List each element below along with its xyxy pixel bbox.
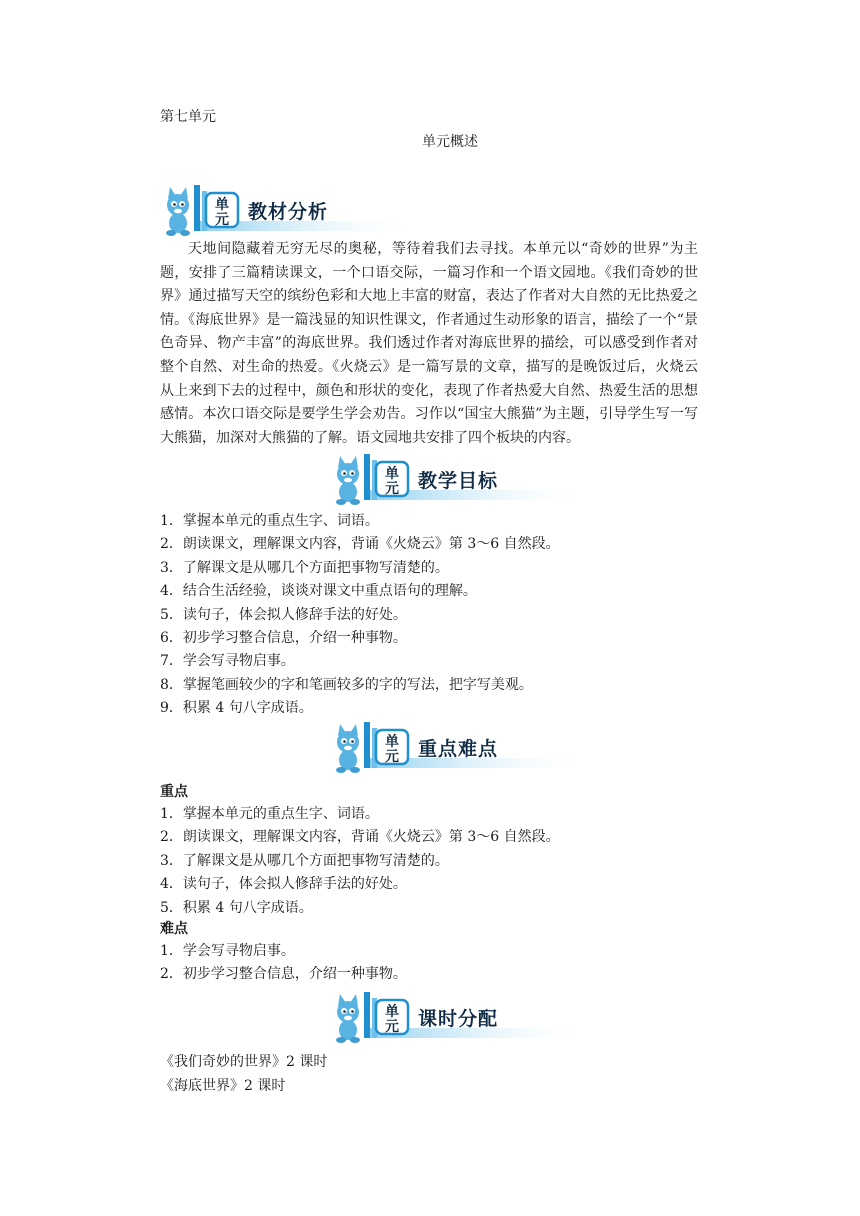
section-banner-keypoints	[330, 720, 590, 776]
key-label: 重点	[160, 784, 188, 800]
list-item: 8．掌握笔画较少的字和笔画较多的字的写法，把字写美观。	[160, 676, 533, 693]
section-title: 课时分配	[418, 1008, 499, 1030]
svg-text:单: 单	[385, 1004, 399, 1020]
key-list	[160, 803, 560, 920]
analysis-paragraph: 天地间隐藏着无穷无尽的奥秘，等待着我们去寻找。本单元以“奇妙的世界”为主题，安排了三篇精读课文，一个口语交际，一篇习作和一个语文园地。《我们奇妙的世界》通过描写天空的缤纷色彩和大地上丰富的财富，表达了作者对大自然的无比热爱之情。《海底世界》是一篇浅显的知识性课文，作者通过生动形象的语言，描绘了一个“景色奇异、物产丰富”的海底世界。我们透过作者对海底世界的描绘，可以感受到作者对整个自然、对生命的热爱。《火烧云》是一篇写景的文章，描写的是晚饭过后，火烧云从上来到下去的过程中，颜色和形状的变化，表现了作者热爱大自然、热爱生活的思想感情。本次口语交际是要学生学会劝告。习作以“国宝大熊猫”为主题，引导学生写一写大熊猫，加深对大熊猫的了解。语文园地共安排了四个板块的内容。	[160, 241, 698, 446]
unit-label: 第七单元	[160, 109, 216, 125]
goals-list	[160, 510, 560, 721]
svg-text:元: 元	[385, 749, 399, 765]
list-item: 6．初步学习整合信息，介绍一种事物。	[160, 630, 407, 647]
list-item: 2．朗读课文，理解课文内容，背诵《火烧云》第 3～6 自然段。	[160, 829, 560, 846]
list-item: 3．了解课文是从哪几个方面把事物写清楚的。	[160, 559, 449, 576]
svg-text:单: 单	[385, 734, 399, 750]
list-item: 4．结合生活经验，谈谈对课文中重点语句的理解。	[160, 583, 477, 600]
section-banner-analysis	[160, 183, 420, 239]
list-item: 3．了解课文是从哪几个方面把事物写清楚的。	[160, 852, 449, 869]
section-title: 教材分析	[248, 201, 329, 223]
list-item: 7．学会写寻物启事。	[160, 653, 295, 670]
schedule-item: 《海底世界》2 课时	[160, 1078, 286, 1094]
list-item: 5．积累 4 句八字成语。	[160, 899, 313, 916]
list-item: 1．学会写寻物启事。	[160, 943, 295, 959]
difficult-label: 难点	[160, 921, 188, 937]
svg-text:单: 单	[385, 466, 399, 482]
svg-text:元: 元	[385, 1019, 399, 1035]
schedule-item: 《我们奇妙的世界》2 课时	[160, 1054, 328, 1070]
svg-text:元: 元	[215, 212, 229, 228]
section-title: 重点难点	[418, 738, 499, 760]
section-title: 教学目标	[418, 470, 499, 492]
page-title: 单元概述	[422, 134, 478, 150]
section-banner-schedule	[330, 990, 590, 1046]
section-banner-goals	[330, 452, 590, 508]
list-item: 9．积累 4 句八字成语。	[160, 700, 313, 717]
list-item: 5．读句子，体会拟人修辞手法的好处。	[160, 606, 407, 623]
list-item: 1．掌握本单元的重点生字、词语。	[160, 513, 379, 529]
list-item: 4．读句子，体会拟人修辞手法的好处。	[160, 876, 407, 893]
list-item: 2．初步学习整合信息，介绍一种事物。	[160, 966, 407, 983]
difficult-list	[160, 940, 407, 987]
list-item: 1．掌握本单元的重点生字、词语。	[160, 806, 379, 822]
svg-text:元: 元	[385, 481, 399, 497]
svg-text:单: 单	[215, 197, 229, 213]
list-item: 2．朗读课文，理解课文内容，背诵《火烧云》第 3～6 自然段。	[160, 536, 560, 553]
